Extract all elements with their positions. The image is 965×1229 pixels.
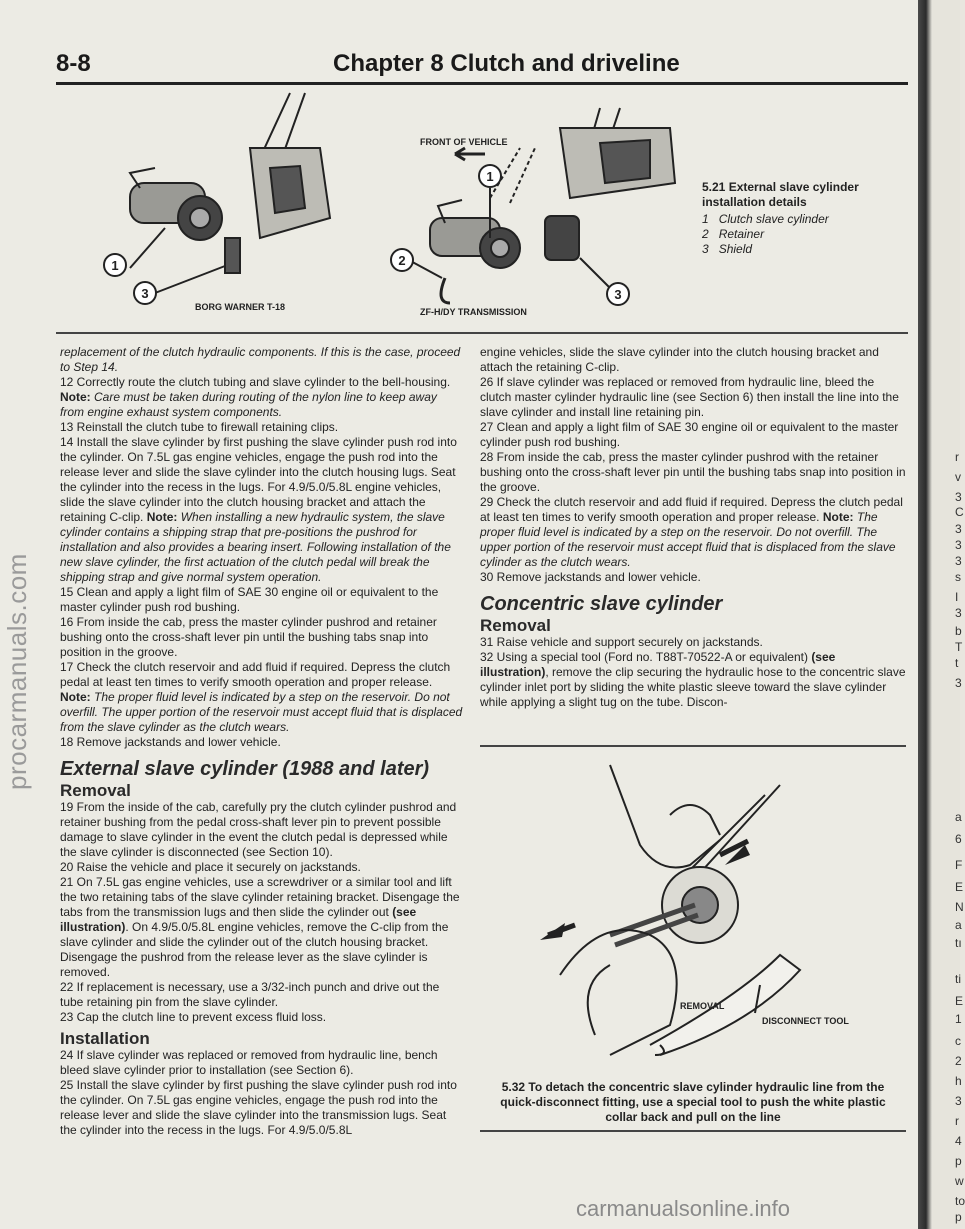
figure-5-21-illustration	[90, 88, 690, 326]
figure-5-32-top-rule	[480, 745, 906, 747]
edge-fragment: a	[955, 810, 962, 824]
callout-1-left: 1	[111, 258, 119, 273]
edge-fragment: b	[955, 624, 962, 638]
paragraph-23: 23 Cap the clutch line to prevent excess fluid loss.	[60, 1010, 327, 1024]
figure-rule	[56, 332, 908, 334]
paragraph-15: 15 Clean and apply a light film of SAE 30 engine oil or equivalent to the master cylinder push rod bushing.	[60, 585, 439, 614]
callout-2-right: 2	[398, 253, 406, 268]
paragraph-27: 27 Clean and apply a light film of SAE 30 engine oil or equivalent to the master cylinder push rod bushing.	[480, 420, 899, 449]
paragraph-31: 31 Raise vehicle and support securely on jackstands.	[480, 635, 763, 649]
watermark-side: procarmanuals.com	[2, 553, 32, 790]
facing-page-edge	[918, 0, 963, 1229]
edge-fragment: 1	[955, 1012, 962, 1026]
subheading-removal-left: Removal	[60, 781, 131, 800]
legend-item-1: 1 Clutch slave cylinder	[702, 212, 829, 226]
paragraph-16: 16 From inside the cab, press the master cylinder pushrod and retainer bushing onto the cross-shaft lever pin until the bushing tabs snap into position in the groove.	[60, 615, 437, 659]
right-shield	[545, 216, 579, 260]
left-text-column	[60, 345, 463, 1138]
edge-fragment: 3	[955, 490, 962, 504]
section-heading-concentric: Concentric slave cylinder	[480, 593, 723, 615]
edge-fragment: v	[955, 470, 961, 484]
paragraph-17: 17 Check the clutch reservoir and add fluid if required. Depress the clutch pedal at least ten times to verify smooth operation and proper release. Note: The proper fluid level is indicated by a step on the reservoir. Do not overfill. The upper portion of the reservoir must accept fluid that is displaced from the slave cylinder as the clutch wears.	[60, 660, 463, 734]
edge-fragment: 3	[955, 1094, 962, 1108]
edge-fragment: I	[955, 590, 959, 604]
edge-fragment: 3	[955, 676, 962, 690]
paragraph-intro: replacement of the clutch hydraulic components. If this is the case, proceed to Step 14.	[60, 345, 461, 374]
edge-fragment: t	[955, 656, 959, 670]
edge-fragment: 3	[955, 538, 962, 552]
borg-warner-label: BORG WARNER T-18	[195, 302, 286, 312]
edge-fragment: s	[955, 570, 961, 584]
paragraph-25: 25 Install the slave cylinder by first pushing the slave cylinder push rod into the cylinder. On 7.5L gas engine vehicles, engage the push rod into the release lever and slide the slave cylinder into the transmission lugs. Seat the cylinder into the recess in the lugs. For 4.9/5.0/5.8L	[60, 1078, 457, 1137]
paragraph-20: 20 Raise the vehicle and place it securely on jackstands.	[60, 860, 361, 874]
edge-fragment: r	[955, 450, 959, 464]
edge-fragment: E	[955, 880, 964, 894]
front-of-vehicle-label: FRONT OF VEHICLE	[420, 137, 508, 147]
paragraph-30: 30 Remove jackstands and lower vehicle.	[480, 570, 701, 584]
zf-transmission-label: ZF-H/DY TRANSMISSION	[420, 307, 527, 317]
edge-fragment: p	[955, 1210, 962, 1224]
paragraph-19: 19 From the inside of the cab, carefully pry the clutch cylinder pushrod and retainer bushing from the pedal cross-shaft lever pin to prevent possible damage to slave cylinder in the event the clutch pedal is depressed while the slave cylinder is disconnected (see Section 10).	[60, 800, 457, 859]
paragraph-29: 29 Check the clutch reservoir and add fluid if required. Depress the clutch pedal at least ten times to verify smooth operation and proper release. Note: The proper fluid level is indicated by a step on the reservoir. Do not overfill. The upper portion of the reservoir must accept fluid that is displaced from the slave cylinder as the clutch wears.	[480, 495, 903, 569]
paragraph-26: 26 If slave cylinder was replaced or removed from hydraulic line, bleed the clutch master cylinder hydraulic line (see Section 6) then install the line into the slave cylinder and install line retaining pin.	[480, 375, 899, 419]
edge-fragment: C	[955, 505, 964, 519]
callout-3-right: 3	[614, 287, 622, 302]
edge-fragment: N	[955, 900, 964, 914]
paragraph-13: 13 Reinstall the clutch tube to firewall retaining clips.	[60, 420, 339, 434]
disconnect-tool-label: DISCONNECT TOOL	[762, 1016, 849, 1026]
legend-item-3: 3 Shield	[702, 242, 753, 256]
edge-fragment: 6	[955, 832, 962, 846]
edge-fragment: p	[955, 1154, 962, 1168]
section-heading-external: External slave cylinder (1988 and later)	[60, 758, 430, 780]
hand-lower	[560, 930, 677, 1055]
removal-label: REMOVAL	[680, 1001, 725, 1011]
paragraph-21: 21 On 7.5L gas engine vehicles, use a screwdriver or a similar tool and lift the two retaining tabs of the slave cylinder retaining bracket. Disengage the tabs from the transmission lugs and then slide the cylinder out (see illustration). On 4.9/5.0/5.8L engine vehicles, remove the C-clip from the slave cylinder and slide the cylinder out of the clutch housing bracket. Disengage the pushrod from the release lever as the slave cylinder is removed.	[60, 875, 460, 979]
edge-fragment: c	[955, 1034, 961, 1048]
header-rule	[56, 82, 908, 85]
left-shield	[225, 238, 240, 273]
edge-fragment: a	[955, 918, 962, 932]
edge-fragment: 3	[955, 606, 962, 620]
edge-fragment: ti	[955, 972, 961, 986]
edge-fragment: 2	[955, 1054, 962, 1068]
edge-fragment: F	[955, 858, 963, 872]
edge-fragment: 3	[955, 522, 962, 536]
disconnect-tool	[650, 955, 800, 1055]
paragraph-24: 24 If slave cylinder was replaced or removed from hydraulic line, bench bleed slave cylinder prior to installation (see Section 6).	[60, 1048, 438, 1077]
chapter-title: Chapter 8 Clutch and driveline	[333, 50, 680, 77]
edge-fragment: to	[955, 1194, 965, 1208]
edge-fragment: w	[955, 1174, 964, 1188]
edge-fragment: E	[955, 994, 964, 1008]
figure-5-32-bottom-rule	[480, 1130, 906, 1132]
paragraph-12: 12 Correctly route the clutch tubing and slave cylinder to the bell-housing. Note: Care must be taken during routing of the nylon line to keep away from engine exhaust system components.	[60, 375, 451, 419]
legend-item-2: 2 Retainer	[702, 227, 765, 241]
edge-fragment: 4	[955, 1134, 962, 1148]
callout-1-right: 1	[486, 169, 494, 184]
paragraph-32: 32 Using a special tool (Ford no. T88T-70522-A or equivalent) (see illustration), remove the clip securing the hydraulic hose to the concentric slave cylinder inlet port by sliding the white plastic sleeve toward the slave cylinder while applying a slight tug on the tube. Discon-	[480, 650, 906, 709]
right-text-column	[480, 345, 906, 710]
paragraph-18: 18 Remove jackstands and lower vehicle.	[60, 735, 281, 749]
paragraph-cont: engine vehicles, slide the slave cylinder into the clutch housing bracket and attach the retaining C-clip.	[480, 345, 879, 374]
figure-5-21-caption	[702, 180, 902, 257]
edge-fragment: tı	[955, 936, 962, 950]
hand-upper	[610, 765, 720, 868]
paragraph-14: 14 Install the slave cylinder by first pushing the slave cylinder push rod into the cylinder. On 7.5L gas engine vehicles, engage the push rod into the release lever and slide the slave cylinder into the clutch housing lugs. Seat the cylinder into the recess in the lugs. For 4.9/5.0/5.8L engine vehicles, slide the slave cylinder into the clutch housing bracket and attach the retaining C-clip. Note: When installing a new hydraulic system, the slave cylinder contains a shipping strap that pre-positions the pushrod for installation and also provides a bearing insert. Following installation of the new slave cylinder, the first actuation of the clutch pedal will break the shipping strap and give normal system operation.	[60, 435, 457, 584]
callout-3-left: 3	[141, 286, 149, 301]
paragraph-28: 28 From inside the cab, press the master cylinder pushrod with the retainer bushing onto the cross-shaft lever pin until the bushing tabs snap into position in the groove.	[480, 450, 906, 494]
edge-fragment: T	[955, 640, 963, 654]
edge-fragment: 3	[955, 554, 962, 568]
subheading-installation: Installation	[60, 1029, 150, 1048]
edge-fragment: r	[955, 1114, 959, 1128]
paragraph-22: 22 If replacement is necessary, use a 3/32-inch punch and drive out the tube retaining pin from the slave cylinder.	[60, 980, 440, 1009]
page-number: 8-8	[56, 50, 91, 77]
subheading-removal-right: Removal	[480, 616, 551, 635]
figure-5-32-caption: 5.32 To detach the concentric slave cylinder hydraulic line from the quick-disconnect fitting, use a special tool to push the white plastic collar back and pull on the line	[500, 1080, 886, 1124]
watermark-bottom: carmanualsonline.info	[576, 1196, 791, 1221]
figure-5-21-caption-title: 5.21 External slave cylinder installation details	[702, 180, 859, 209]
figure-5-32-illustration	[520, 755, 820, 1055]
edge-fragment: h	[955, 1074, 962, 1088]
